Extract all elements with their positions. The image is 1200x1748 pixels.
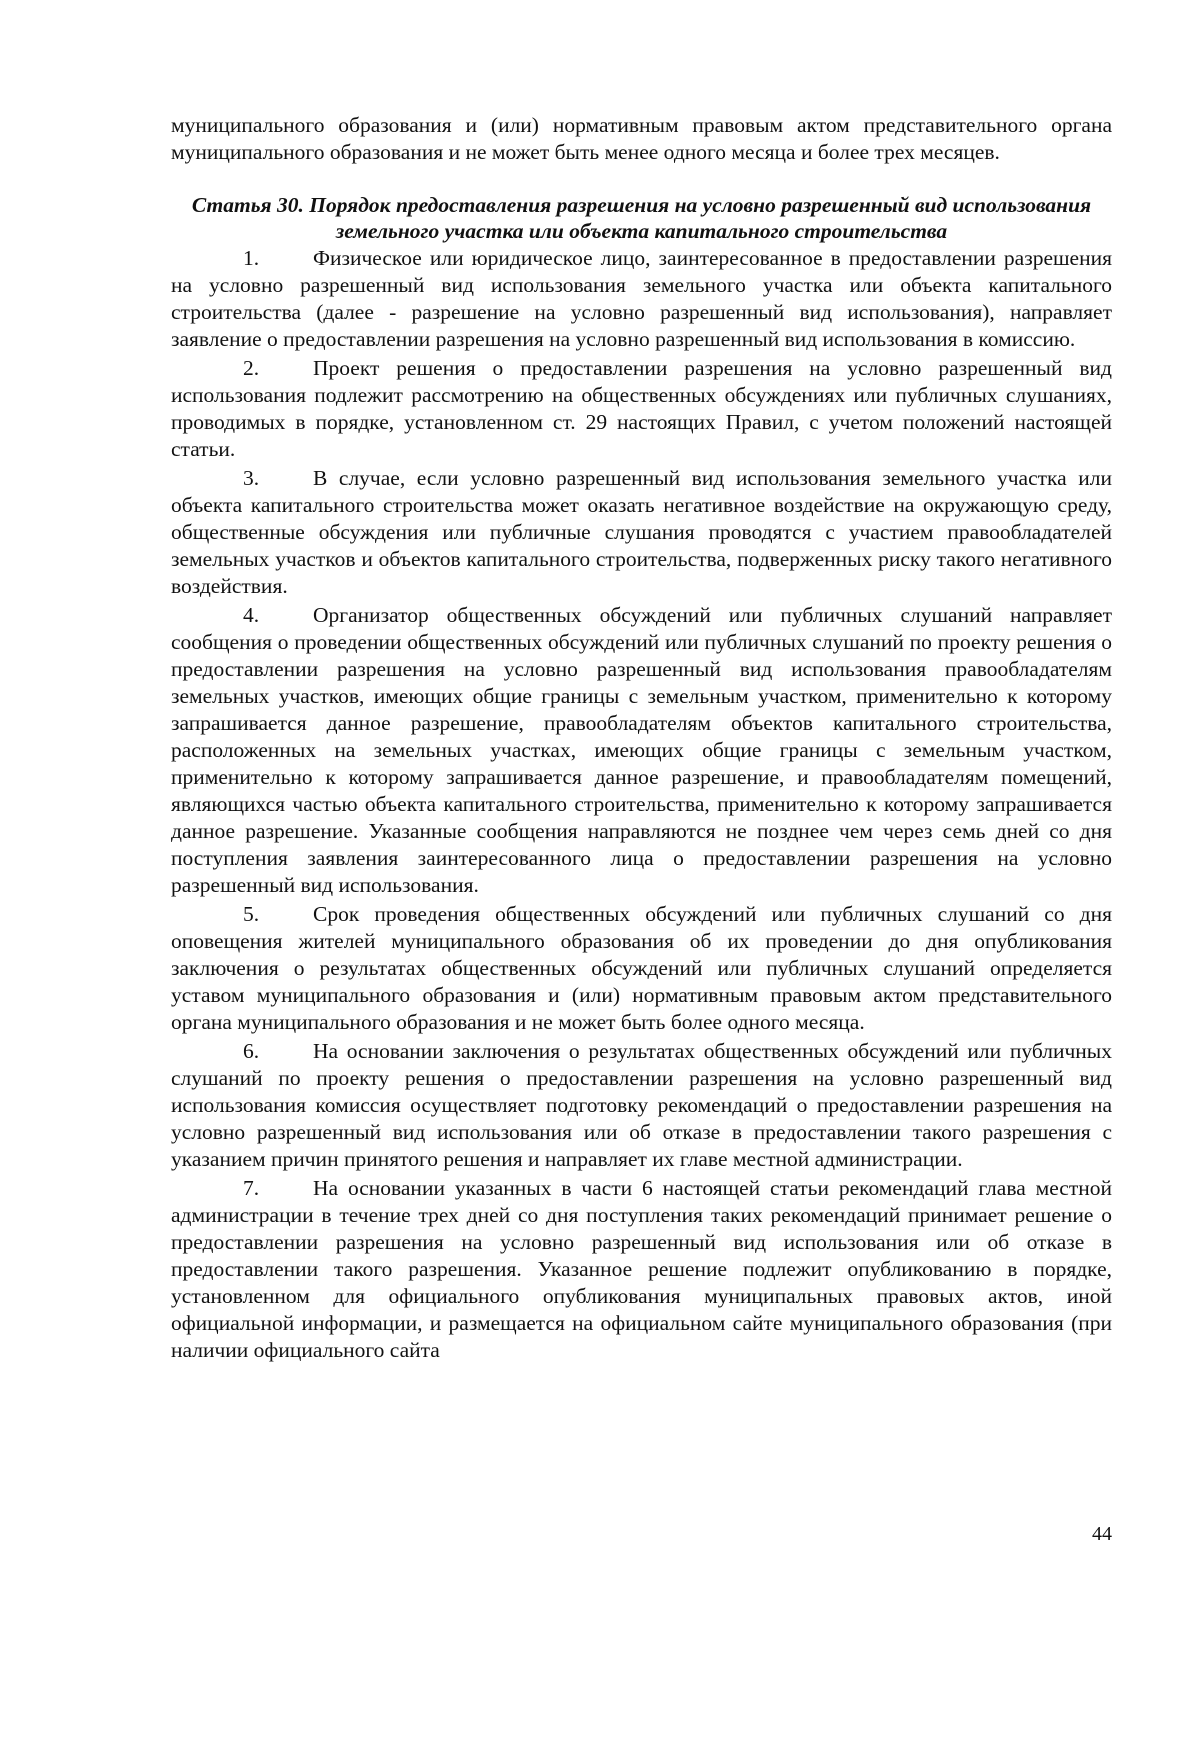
article-item-7 (171, 1175, 1112, 1364)
item-text: Проект решения о предоставлении разрешения на условно разрешенный вид использования подлежит рассмотрению на общественных обсуждениях или публичных слушаниях, проводимых в порядке, установленном ст. 29 настоящих Правил, с учетом положений настоящей статьи. (171, 356, 1112, 461)
item-text: Организатор общественных обсуждений или публичных слушаний направляет сообщения о проведении общественных обсуждений или публичных слушаний по проекту решения о предоставлении разрешения на условно разрешенный вид использования правообладателям земельных участков, имеющих общие границы с земельным участком, применительно к которому запрашивается данное разрешение, правообладателям объектов капитального строительства, расположенных на земельных участках, имеющих общие границы с земельным участком, применительно к которому запрашивается данное разрешение, и правообладателям помещений, являющихся частью объекта капитального строительства, применительно к которому запрашивается данное разрешение. Указанные сообщения направляются не позднее чем через семь дней со дня поступления заявления заинтересованного лица о предоставлении разрешения на условно разрешенный вид использования. (171, 603, 1112, 897)
item-number: 4. (243, 603, 260, 627)
page-number: 44 (1092, 1523, 1112, 1545)
item-number: 1. (243, 246, 260, 270)
intro-paragraph: муниципального образования и (или) нормативным правовым актом представительного органа муниципального образования и не может быть менее одного месяца и более трех месяцев. (171, 113, 1112, 164)
article-item-5 (171, 901, 1112, 1036)
article-item-4 (171, 602, 1112, 899)
article-items (171, 245, 1112, 1364)
item-text: Срок проведения общественных обсуждений или публичных слушаний со дня оповещения жителей муниципального образования об их проведении до дня опубликования заключения о результатах общественных обсуждений или публичных слушаний определяется уставом муниципального образования и (или) нормативным правовым актом представительного органа муниципального образования и не может быть более одного месяца. (171, 902, 1112, 1034)
item-number: 3. (243, 466, 260, 490)
item-text: В случае, если условно разрешенный вид использования земельного участка или объекта капитального строительства может оказать негативное воздействие на окружающую среду, общественные обсуждения или публичные слушания проводятся с участием правообладателей земельных участков и объектов капитального строительства, подверженных риску такого негативного воздействия. (171, 466, 1112, 598)
item-text: На основании заключения о результатах общественных обсуждений или публичных слушаний по проекту решения о предоставлении разрешения на условно разрешенный вид использования комиссия осуществляет подготовку рекомендаций о предоставлении разрешения на условно разрешенный вид использования или об отказе в предоставлении такого разрешения с указанием причин принятого решения и направляет их главе местной администрации. (171, 1039, 1112, 1171)
item-text: Физическое или юридическое лицо, заинтересованное в предоставлении разрешения на условно разрешенный вид использования земельного участка или объекта капитального строительства (далее - разрешение на условно разрешенный вид использования), направляет заявление о предоставлении разрешения на условно разрешенный вид использования в комиссию. (171, 246, 1112, 351)
item-number: 2. (243, 356, 260, 380)
item-number: 7. (243, 1176, 260, 1200)
article-item-1 (171, 245, 1112, 353)
article-item-3 (171, 465, 1112, 600)
article-item-6 (171, 1038, 1112, 1173)
item-number: 5. (243, 902, 260, 926)
item-number: 6. (243, 1039, 260, 1063)
article-item-2 (171, 355, 1112, 463)
document-page (171, 112, 1112, 1366)
article-heading: Статья 30. Порядок предоставления разрешения на условно разрешенный вид использования земельного участка или объекта капитального строительства (191, 193, 1092, 243)
item-text: На основании указанных в части 6 настоящей статьи рекомендаций глава местной администрации в течение трех дней со дня поступления таких рекомендаций принимает решение о предоставлении разрешения на условно разрешенный вид использования или об отказе в предоставлении такого разрешения. Указанное решение подлежит опубликованию в порядке, установленном для официального опубликования муниципальных правовых актов, иной официальной информации, и размещается на официальном сайте муниципального образования (при наличии официального сайта (171, 1176, 1112, 1362)
